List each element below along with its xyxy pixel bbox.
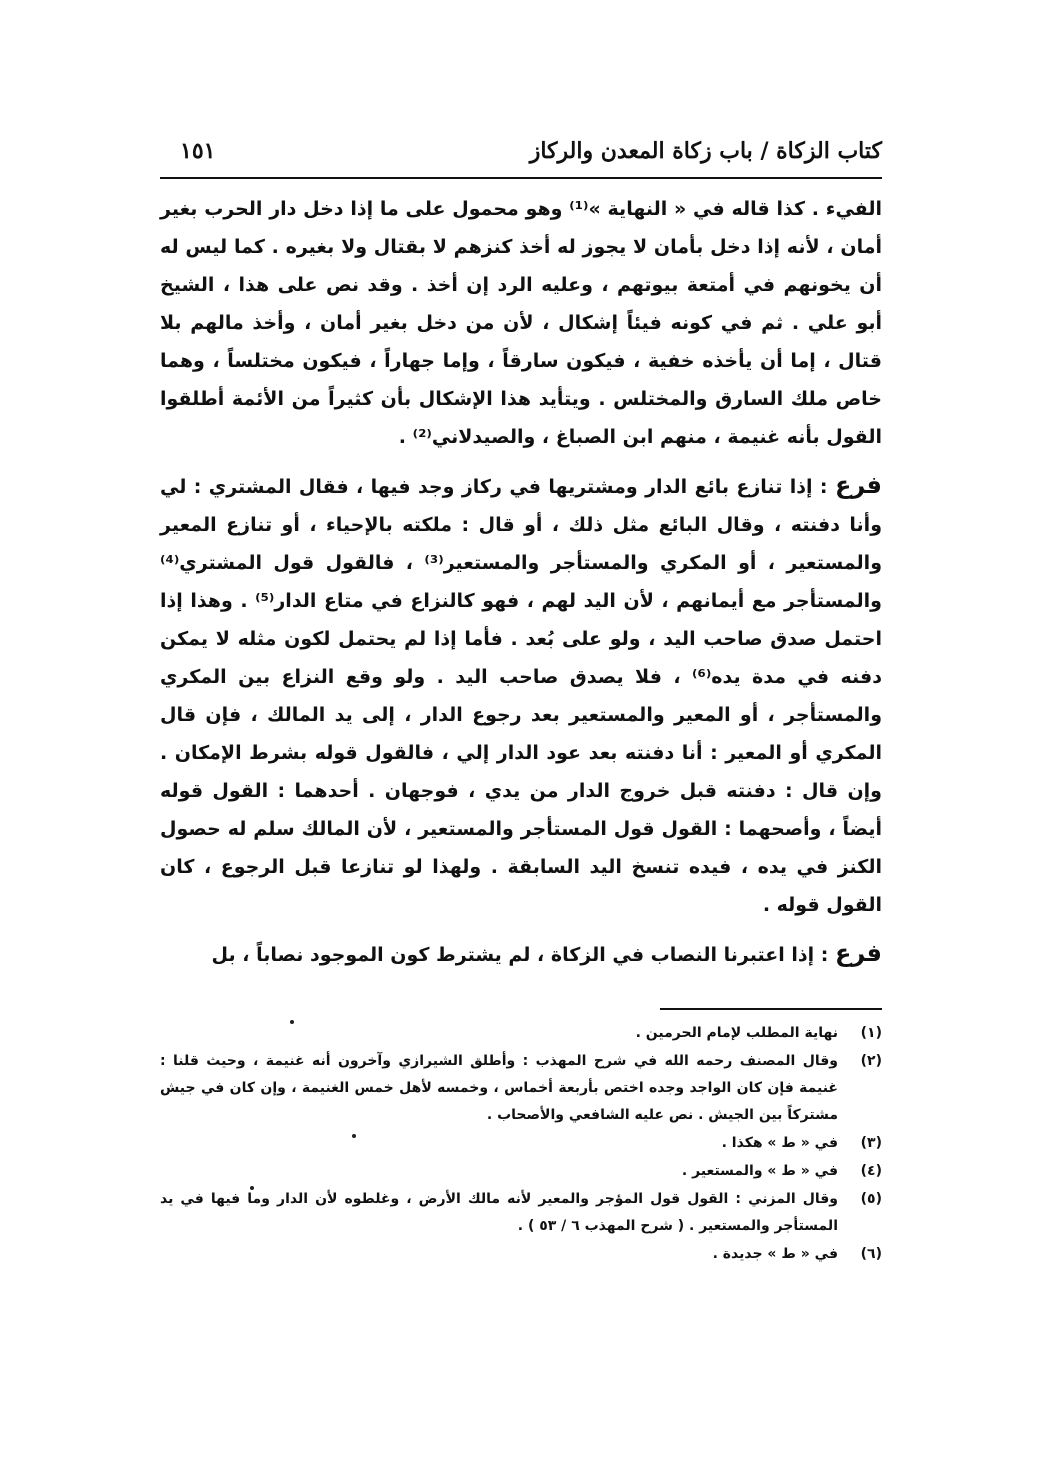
section-label: فرع: [834, 471, 882, 499]
footnote: [160, 1130, 882, 1157]
footnote-number: (٣): [860, 1135, 882, 1151]
footnote-text: في « ط » جديدة .: [712, 1246, 838, 1262]
footnote-text: نهاية المطلب لإمام الحرمين .: [635, 1025, 838, 1041]
footnote-text: وقال المزني : القول قول المؤجر والمعير لأنه مالك الأرض ، وغلطوه لأن الدار وما فيها في يد المستأجر والمستعير . ( شرح المهذب ٦ / ٥٣ ) .: [160, 1191, 838, 1234]
footnote-number: (٢): [860, 1053, 882, 1069]
footnote-text: وقال المصنف رحمه الله في شرح المهذب : وأطلق الشيرازي وآخرون أنه غنيمة ، وحيث قلنا : غنيمة فإن كان الواجد وجده اختص بأربعة أخماس ، وخمسه لأهل خمس الغنيمة ، وإن كان في جيش مشتركاً بين الجيش . نص عليه الشافعي والأصحاب .: [160, 1053, 838, 1123]
footnote-text: في « ط » هكذا .: [721, 1135, 838, 1151]
footnote-number: (٤): [860, 1163, 882, 1179]
scan-speck: [250, 1186, 254, 1190]
footnote: [160, 1020, 882, 1047]
scan-speck: [352, 1134, 356, 1138]
footnote-number: (٥): [860, 1191, 882, 1207]
main-text: [160, 190, 882, 984]
paragraph-2: [160, 466, 882, 924]
header-rule: [160, 177, 882, 179]
page-header: [160, 138, 882, 172]
footnote-number: (٦): [860, 1246, 882, 1262]
footnote: [160, 1241, 882, 1268]
paragraph-3-text: : إذا اعتبرنا النصاب في الزكاة ، لم يشترط كون الموجود نصاباً ، بل: [211, 944, 829, 966]
scan-speck: [290, 1020, 294, 1024]
footnote: [160, 1048, 882, 1129]
running-title: كتاب الزكاة / باب زكاة المعدن والركاز: [529, 138, 882, 164]
paragraph-3: [160, 934, 882, 974]
footnote-number: (١): [860, 1025, 882, 1041]
page-number: ١٥١: [180, 138, 216, 164]
footnotes: [160, 1020, 882, 1269]
footnote: [160, 1158, 882, 1185]
section-label: فرع: [834, 939, 882, 967]
paragraph-2-text: : إذا تنازع بائع الدار ومشتريها في ركاز وجد فيها ، فقال المشتري : لي وأنا دفنته ، وقال البائع مثل ذلك ، أو قال : ملكته بالإحياء ، أو تنازع المعير والمستعير ، أو المكري والمستأجر والمستعير⁽³⁾ ، فالقول قول المشتري⁽⁴⁾ والمستأجر مع أيمانهم ، لأن اليد لهم ، فهو كالنزاع في متاع الدار⁽⁵⁾ . وهذا إذا احتمل صدق صاحب اليد ، ولو على بُعد . فأما إذا لم يحتمل لكون مثله لا يمكن دفنه في مدة يده⁽⁶⁾ ، فلا يصدق صاحب اليد . ولو وقع النزاع بين المكري والمستأجر ، أو المعير والمستعير بعد رجوع الدار ، إلى يد المالك ، فإن قال المكري أو المعير : أنا دفنته بعد عود الدار إلي ، فالقول قوله بشرط الإمكان . وإن قال : دفنته قبل خروج الدار من يدي ، فوجهان . أحدهما : القول قوله أيضاً ، وأصحهما : القول قول المستأجر والمستعير ، لأن المالك سلم له حصول الكنز في يده ، فيده تنسخ اليد السابقة . ولهذا لو تنازعا قبل الرجوع ، كان القول قوله .: [160, 476, 883, 916]
footnote-separator: [660, 1008, 882, 1010]
footnote-text: في « ط » والمستعير .: [681, 1163, 838, 1179]
footnote: [160, 1186, 882, 1240]
paragraph-1: الفيء . كذا قاله في « النهاية »⁽¹⁾ وهو محمول على ما إذا دخل دار الحرب بغير أمان ، لأنه إذا دخل بأمان لا يجوز له أخذ كنزهم لا بقتال ولا بغيره . كما ليس له أن يخونهم في أمتعة بيوتهم ، وعليه الرد إن أخذ . وقد نص على هذا ، الشيخ أبو علي . ثم في كونه فيئاً إشكال ، لأن من دخل بغير أمان ، وأخذ مالهم بلا قتال ، إما أن يأخذه خفية ، فيكون سارقاً ، وإما جهاراً ، فيكون مختلساً ، وهما خاص ملك السارق والمختلس . ويتأيد هذا الإشكال بأن كثيراً من الأئمة أطلقوا القول بأنه غنيمة ، منهم ابن الصباغ ، والصيدلاني⁽²⁾ .: [160, 198, 882, 448]
